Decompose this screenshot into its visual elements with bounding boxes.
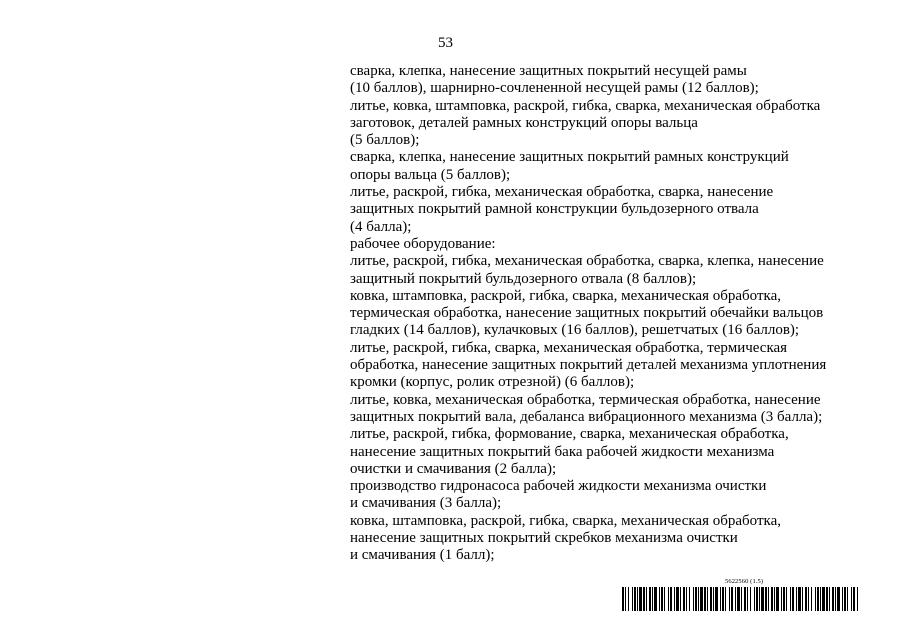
barcode-bar bbox=[634, 587, 636, 611]
text-line: литье, ковка, штамповка, раскрой, гибка, сварка, механическая обработка bbox=[350, 97, 821, 114]
barcode-bar bbox=[707, 587, 708, 611]
barcode-bar bbox=[646, 587, 647, 611]
barcode-bar bbox=[832, 587, 834, 611]
barcode-bar bbox=[783, 587, 785, 611]
barcode-bar bbox=[792, 587, 794, 611]
barcode-bar bbox=[668, 587, 669, 611]
barcode-bar bbox=[786, 587, 787, 611]
barcode-bar bbox=[735, 587, 736, 611]
barcode-bar bbox=[731, 587, 733, 611]
text-line: опоры вальца (5 баллов); bbox=[350, 166, 511, 183]
barcode-bar bbox=[625, 587, 626, 611]
barcode-bar bbox=[826, 587, 828, 611]
barcode-bar bbox=[720, 587, 721, 611]
barcode-bar bbox=[853, 587, 855, 611]
text-line: литье, раскрой, гибка, механическая обработка, сварка, клепка, нанесение bbox=[350, 253, 824, 270]
barcode-bar bbox=[649, 587, 651, 611]
barcode-bar bbox=[808, 587, 809, 611]
barcode-bar bbox=[796, 587, 797, 611]
barcode-bar bbox=[790, 587, 791, 611]
barcode-bar bbox=[754, 587, 755, 611]
barcode-bar bbox=[802, 587, 803, 611]
barcode-bar bbox=[710, 587, 712, 611]
barcode-bar bbox=[765, 587, 767, 611]
barcode-bar bbox=[713, 587, 714, 611]
barcode-bar bbox=[674, 587, 675, 611]
text-line: (5 баллов); bbox=[350, 132, 420, 149]
barcode-bar bbox=[842, 587, 843, 611]
barcode-bar bbox=[835, 587, 836, 611]
text-line: термическая обработка, нанесение защитных покрытий обечайки вальцов bbox=[350, 305, 824, 322]
barcode-bar bbox=[771, 587, 773, 611]
text-line: защитных покрытий рамной конструкции бульдозерного отвала bbox=[350, 201, 759, 218]
barcode-bar bbox=[722, 587, 724, 611]
barcode-bar bbox=[654, 587, 657, 611]
barcode-bar bbox=[698, 587, 699, 611]
barcode-bar bbox=[639, 587, 642, 611]
text-line: кромки (корпус, ролик отрезной) (6 баллов); bbox=[350, 374, 635, 391]
text-line: сварка, клепка, нанесение защитных покрытий рамных конструкций bbox=[350, 149, 789, 166]
barcode-bar bbox=[805, 587, 807, 611]
barcode-bar bbox=[759, 587, 760, 611]
barcode-bar bbox=[737, 587, 740, 611]
barcode-bar bbox=[776, 587, 779, 611]
barcode-bar bbox=[761, 587, 764, 611]
text-line: защитный покрытий бульдозерного отвала (8 баллов); bbox=[350, 270, 697, 287]
barcode-bar bbox=[798, 587, 801, 611]
barcode-bar bbox=[715, 587, 718, 611]
text-line: защитных покрытий вала, дебаланса вибрационного механизма (3 балла); bbox=[350, 408, 823, 425]
barcode-bar bbox=[851, 587, 852, 611]
barcode-bar bbox=[747, 587, 748, 611]
barcode-bar bbox=[632, 587, 633, 611]
text-line: ковка, штамповка, раскрой, гибка, сварка, механическая обработка, bbox=[350, 287, 781, 304]
barcode-bar bbox=[664, 587, 665, 611]
barcode-bar bbox=[683, 587, 685, 611]
text-line: рабочее оборудование: bbox=[350, 235, 496, 252]
text-line: нанесение защитных покрытий скребков механизма очистки bbox=[350, 530, 738, 547]
barcode-bar bbox=[689, 587, 690, 611]
text-line: (4 балла); bbox=[350, 218, 412, 235]
text-line: (10 баллов), шарнирно-сочлененной несущей рамы (12 баллов); bbox=[350, 80, 759, 97]
barcode-bar bbox=[857, 587, 858, 611]
text-line: сварка, клепка, нанесение защитных покрытий несущей рамы bbox=[350, 63, 747, 79]
barcode-bar bbox=[815, 587, 816, 611]
barcode-bar bbox=[847, 587, 848, 611]
barcode-bar bbox=[829, 587, 830, 611]
barcode-bar bbox=[744, 587, 746, 611]
text-line: ковка, штамповка, раскрой, гибка, сварка, механическая обработка, bbox=[350, 512, 781, 529]
text-line: нанесение защитных покрытий бака рабочей жидкости механизма bbox=[350, 443, 775, 460]
barcode-bar bbox=[680, 587, 681, 611]
barcode-bar bbox=[820, 587, 821, 611]
barcode-bar bbox=[822, 587, 825, 611]
text-line: обработка, нанесение защитных покрытий деталей механизма уплотнения bbox=[350, 357, 827, 374]
barcode-code-text: 5622560 (1.5) bbox=[725, 578, 764, 585]
body-text bbox=[350, 63, 850, 565]
barcode-bar bbox=[676, 587, 679, 611]
barcode-bar bbox=[628, 587, 629, 611]
barcode-bar bbox=[729, 587, 730, 611]
barcode-bar bbox=[661, 587, 663, 611]
text-line: литье, ковка, механическая обработка, термическая обработка, нанесение bbox=[350, 391, 821, 408]
text-line: производство гидронасоса рабочей жидкости механизма очистки bbox=[350, 478, 767, 495]
barcode-bar bbox=[686, 587, 687, 611]
barcode-bar bbox=[844, 587, 846, 611]
barcode-bar bbox=[670, 587, 672, 611]
barcode-bar bbox=[659, 587, 660, 611]
text-line: заготовок, деталей рамных конструкций опоры вальца bbox=[350, 114, 698, 131]
barcode-bar bbox=[781, 587, 782, 611]
barcode-bar bbox=[817, 587, 819, 611]
barcode-bar bbox=[774, 587, 775, 611]
barcode-bar bbox=[704, 587, 706, 611]
barcode-bar bbox=[693, 587, 694, 611]
barcode-bar bbox=[637, 587, 638, 611]
barcode-bar bbox=[700, 587, 703, 611]
page-number: 53 bbox=[438, 35, 453, 51]
barcode-bar bbox=[741, 587, 742, 611]
text-line: очистки и смачивания (2 балла); bbox=[350, 460, 557, 477]
text-line: литье, раскрой, гибка, сварка, механическая обработка, термическая bbox=[350, 339, 788, 356]
text-line: гладких (14 баллов), кулачковых (16 баллов), решетчатых (16 баллов); bbox=[350, 322, 800, 339]
barcode-bar bbox=[622, 587, 624, 611]
barcode-bar bbox=[750, 587, 751, 611]
barcode bbox=[622, 578, 858, 612]
barcode-bars bbox=[622, 587, 858, 611]
barcode-bar bbox=[695, 587, 697, 611]
barcode-bar bbox=[725, 587, 726, 611]
barcode-bar bbox=[811, 587, 812, 611]
barcode-bar bbox=[652, 587, 653, 611]
barcode-bar bbox=[756, 587, 758, 611]
barcode-bar bbox=[768, 587, 769, 611]
text-line: литье, раскрой, гибка, формование, сварка, механическая обработка, bbox=[350, 426, 789, 443]
barcode-bar bbox=[837, 587, 840, 611]
text-line: и смачивания (3 балла); bbox=[350, 495, 502, 512]
text-line: литье, раскрой, гибка, механическая обработка, сварка, нанесение bbox=[350, 184, 774, 201]
text-line: и смачивания (1 балл); bbox=[350, 547, 495, 564]
barcode-bar bbox=[643, 587, 645, 611]
